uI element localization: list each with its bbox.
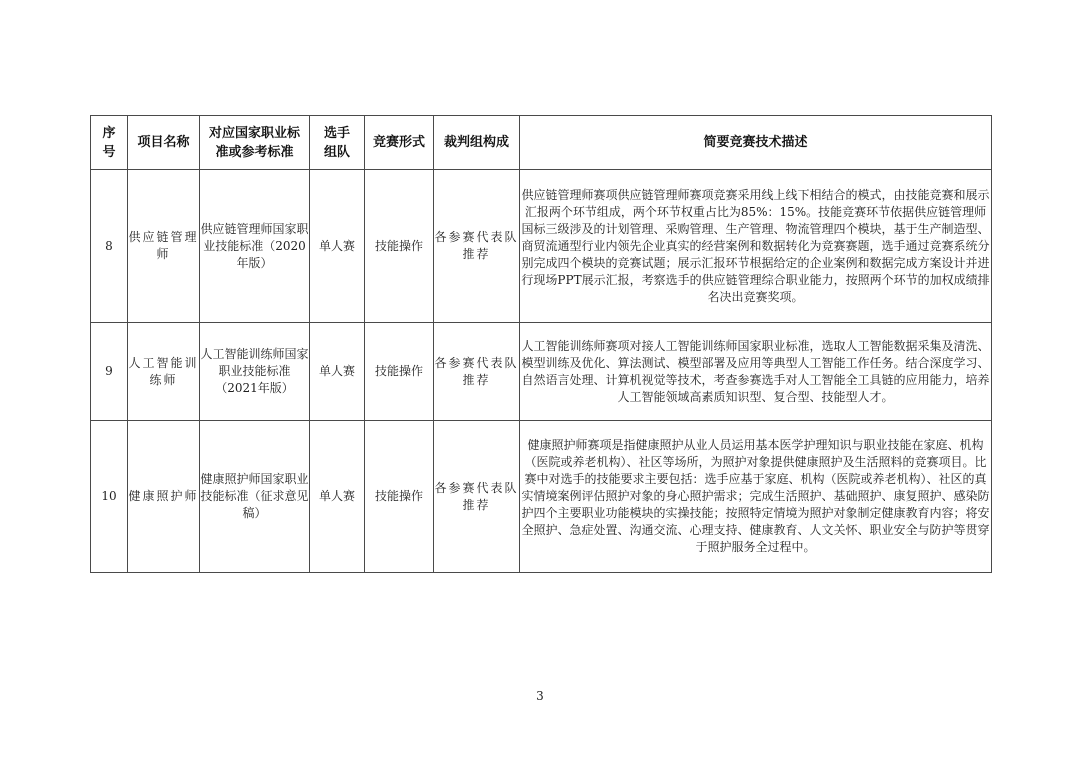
technical-description: 供应链管理师赛项供应链管理师赛项竞赛采用线上线下相结合的模式，由技能竞赛和展示汇报两个环节组成，两个环节权重占比为85%：15%。技能竞赛环节依据供应链管理师国标三级涉及的计划管理、采购管理、生产管理、物流管理四个模块，基于生产制造型、商贸流通型行业内领先企业真实的经营案例和数据转化为竞赛赛题，选手通过竞赛系统分别完成四个模块的竞赛试题；展示汇报环节根据给定的企业案例和数据完成方案设计并进行现场PPT展示汇报，考察选手的供应链管理综合职业能力，按照两个环节的加权成绩排名决出竞赛奖项。: [520, 170, 992, 323]
reference-standard: 人工智能训练师国家职业技能标准（2021年版）: [200, 323, 310, 421]
table-header-row: [91, 116, 992, 170]
table-row: [91, 170, 992, 323]
competition-format: 技能操作: [365, 421, 434, 573]
reference-standard: 供应链管理师国家职业技能标准（2020年版）: [200, 170, 310, 323]
competition-format: 技能操作: [365, 323, 434, 421]
header-description: 简要竞赛技术描述: [520, 116, 992, 170]
table-row: [91, 323, 992, 421]
judge-composition: 各参赛代表队推荐: [434, 323, 520, 421]
row-number: 10: [91, 421, 128, 573]
project-name: 健康照护师: [128, 421, 200, 573]
reference-standard: 健康照护师国家职业技能标准（征求意见稿）: [200, 421, 310, 573]
header-team: 选手 组队: [310, 116, 365, 170]
technical-description: 人工智能训练师赛项对接人工智能训练师国家职业标准，选取人工智能数据采集及清洗、模型训练及优化、算法测试、模型部署及应用等典型人工智能工作任务。结合深度学习、自然语言处理、计算机视觉等技术，考查参赛选手对人工智能全工具链的应用能力，培养人工智能领域高素质知识型、复合型、技能型人才。: [520, 323, 992, 421]
page-number: 3: [536, 689, 544, 703]
row-number: 8: [91, 170, 128, 323]
header-format: 竞赛形式: [365, 116, 434, 170]
judge-composition: 各参赛代表队推荐: [434, 421, 520, 573]
team-type: 单人赛: [310, 323, 365, 421]
header-standard: 对应国家职业标 准或参考标准: [200, 116, 310, 170]
project-name: 人工智能训练师: [128, 323, 200, 421]
table-row: [91, 421, 992, 573]
competition-table: [90, 115, 992, 573]
project-name: 供应链管理师: [128, 170, 200, 323]
header-project-name: 项目名称: [128, 116, 200, 170]
row-number: 9: [91, 323, 128, 421]
team-type: 单人赛: [310, 421, 365, 573]
header-judges: 裁判组构成: [434, 116, 520, 170]
team-type: 单人赛: [310, 170, 365, 323]
technical-description: 健康照护师赛项是指健康照护从业人员运用基本医学护理知识与职业技能在家庭、机构（医院或养老机构）、社区等场所，为照护对象提供健康照护及生活照料的竞赛项目。比赛中对选手的技能要求主要包括：选手应基于家庭、机构（医院或养老机构）、社区的真实情境案例评估照护对象的身心照护需求；完成生活照护、基础照护、康复照护、感染防护四个主要职业功能模块的实操技能；按照特定情境为照护对象制定健康教育内容；将安全照护、急症处置、沟通交流、心理支持、健康教育、人文关怀、职业安全与防护等贯穿于照护服务全过程中。: [520, 421, 992, 573]
header-no: 序 号: [91, 116, 128, 170]
competition-format: 技能操作: [365, 170, 434, 323]
judge-composition: 各参赛代表队推荐: [434, 170, 520, 323]
